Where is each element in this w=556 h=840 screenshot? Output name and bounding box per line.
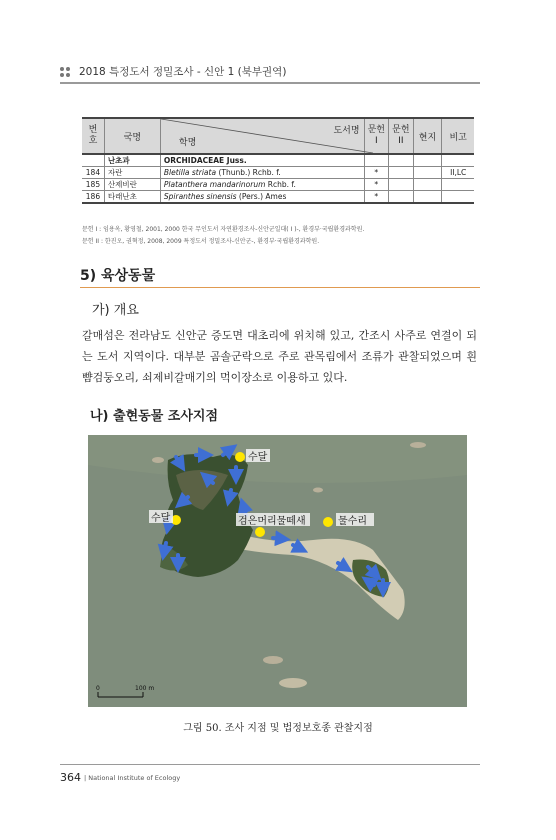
otter-left-label: 수달: [151, 513, 171, 524]
col-no: 번호: [82, 118, 104, 154]
col-note: 비고: [442, 118, 474, 154]
rock: [410, 442, 426, 448]
col-korean-name: 국명: [104, 118, 160, 154]
oystercatcher-marker: [255, 527, 265, 537]
table-row: [82, 191, 474, 204]
table-note-2: 문헌 II : 한진오, 권혁정, 2008, 2009 특정도서 정밀조사-신안군-, 환경부·국립환경과학원.: [82, 238, 320, 245]
row-scientific-genus: Platanthera mandarinorum: [163, 180, 266, 189]
row-korean: 타래난초: [104, 191, 160, 204]
col-lit1: 문헌 I: [364, 118, 389, 154]
footer-rule: [60, 764, 480, 765]
row-no: 185: [82, 179, 104, 191]
row-author: (Pers.) Ames: [238, 192, 287, 201]
row-scientific: [160, 191, 364, 204]
family-scientific: ORCHIDACEAE Juss.: [160, 154, 364, 167]
oystercatcher-label: 검은머리물떼새: [238, 516, 306, 527]
rock: [313, 488, 323, 493]
row-scientific-genus: Spiranthes sinensis: [163, 192, 237, 201]
col-literature: 도서명: [333, 126, 360, 136]
survey-map: [88, 435, 467, 707]
row-scientific: [160, 179, 364, 191]
section-heading-rule: [80, 287, 480, 288]
row-korean: 산제비란: [104, 179, 160, 191]
section-heading: 5) 육상동물: [80, 268, 156, 284]
col-scientific-name: 학명: [178, 138, 197, 148]
family-korean: 난초과: [104, 154, 160, 167]
row-lit1: *: [364, 167, 389, 179]
overview-paragraph: 갈매섬은 전라남도 신안군 증도면 대초리에 위치해 있고, 간조시 사주로 연결이 되는 도서 지역이다. 대부분 곰솔군락으로 주로 관목림에서 조류가 관찰되었으며 흰뺨검둥오리, 쇠제비갈매기의 먹이장소로 이용하고 있다.: [82, 329, 477, 384]
row-no: 186: [82, 191, 104, 204]
row-note: II,LC: [442, 167, 474, 179]
col-scientific-literature: [160, 118, 364, 154]
table-header-row: [82, 118, 474, 154]
route-arrow: [273, 538, 283, 539]
osprey-marker: [323, 517, 333, 527]
scale-zero: 0: [96, 685, 100, 692]
row-no: 184: [82, 167, 104, 179]
rock: [263, 656, 283, 664]
otter-top-label: 수달: [248, 452, 268, 463]
route-arrow: [229, 490, 231, 499]
row-scientific-genus: Bletilla striata: [163, 168, 217, 177]
running-header: 2018 특정도서 정밀조사 - 신안 1 (북부권역): [79, 66, 287, 78]
subheading-survey-sites: 나) 출현동물 조사지점: [90, 409, 219, 424]
table-row: [82, 179, 474, 191]
figure-caption: 그림 50. 조사 지점 및 법정보호종 관찰지점: [183, 723, 373, 734]
col-field: 현지: [413, 118, 442, 154]
rock: [279, 678, 307, 688]
page-number: 364: [60, 771, 81, 784]
table-note-1: 문헌 I : 임용옥, 황영철, 2001, 2000 한국 무인도서 자연환경조사-신안군일대( I )-, 환경부·국립환경과학원.: [82, 226, 365, 233]
footer-org: | National Institute of Ecology: [84, 774, 181, 782]
osprey-label: 물수리: [338, 516, 367, 527]
rock: [152, 457, 164, 463]
row-scientific: [160, 167, 364, 179]
row-korean: 자란: [104, 167, 160, 179]
table-row: [82, 167, 474, 179]
row-lit1: *: [364, 191, 389, 204]
scale-distance: 100 m: [135, 685, 155, 692]
row-author: (Thunb.) Rchb. f.: [218, 168, 281, 177]
header-rule: [60, 82, 480, 84]
row-author: Rchb. f.: [267, 180, 296, 189]
otter-top-marker: [235, 452, 245, 462]
species-table: [82, 117, 474, 204]
route-arrow: [164, 543, 166, 553]
family-row: [82, 154, 474, 167]
row-lit1: *: [364, 179, 389, 191]
header-dots-icon: [60, 67, 76, 77]
subheading-overview: 가) 개요: [92, 303, 139, 318]
col-lit2: 문헌 II: [389, 118, 414, 154]
